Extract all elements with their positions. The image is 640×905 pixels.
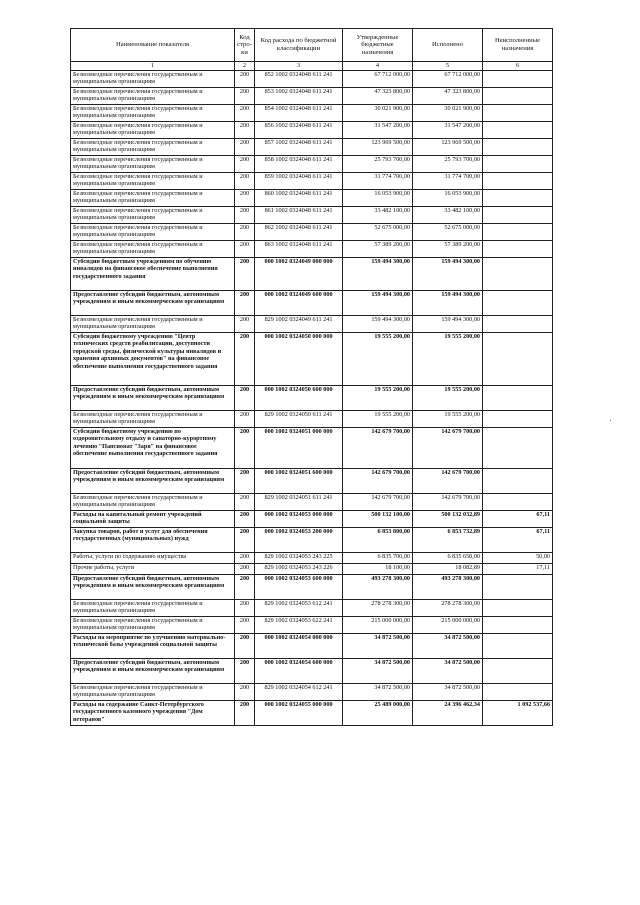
header-executed: Исполнено: [413, 29, 483, 62]
row-approved: 215 000 000,00: [343, 617, 413, 634]
table-row: [71, 122, 553, 139]
row-name: Безвозмездные перечисления государственным и муниципальным организациям: [71, 71, 235, 88]
row-approved: 25 489 000,00: [343, 701, 413, 726]
row-expense-code: 829 1002 0324053 243 226: [255, 564, 343, 575]
row-executed: 19 555 200,00: [413, 333, 483, 386]
row-approved: 34 872 500,00: [343, 634, 413, 659]
row-name: Субсидии бюджетному учреждению по оздоровительному отдыху и санаторно-курортному лечению "Пансионат "Заря" на финансовое обеспечение выполнения государственного задания: [71, 428, 235, 469]
row-name: Расходы на содержание Санкт-Петербургского государственного казенного учреждения "Дом ветеранов": [71, 701, 235, 726]
budget-report-sheet: [70, 28, 553, 726]
row-name: Предоставление субсидий бюджетным, автономным учреждениям и иным некоммерческим организациям: [71, 469, 235, 494]
row-line-code: 200: [235, 600, 255, 617]
row-line-code: 200: [235, 241, 255, 258]
table-body: [71, 71, 553, 726]
row-approved: 500 132 100,00: [343, 511, 413, 528]
row-executed: 34 872 500,00: [413, 634, 483, 659]
row-unexecuted: [483, 316, 553, 333]
row-line-code: 200: [235, 190, 255, 207]
row-executed: 34 872 500,00: [413, 659, 483, 684]
row-executed: 19 555 200,00: [413, 411, 483, 428]
row-line-code: 200: [235, 139, 255, 156]
row-expense-code: 000 1002 0324053 000 000: [255, 511, 343, 528]
row-executed: 31 774 700,00: [413, 173, 483, 190]
row-name: Работы, услуги по содержанию имущества: [71, 553, 235, 564]
row-line-code: 200: [235, 659, 255, 684]
row-expense-code: 000 1002 0324054 000 000: [255, 634, 343, 659]
row-unexecuted: [483, 575, 553, 600]
column-number: 4: [343, 62, 413, 71]
row-name: Безвозмездные перечисления государственным и муниципальным организациям: [71, 207, 235, 224]
row-unexecuted: 1 092 537,66: [483, 701, 553, 726]
row-line-code: 200: [235, 411, 255, 428]
row-approved: 52 675 000,00: [343, 224, 413, 241]
row-name: Безвозмездные перечисления государственным и муниципальным организациям: [71, 139, 235, 156]
row-executed: 123 969 500,00: [413, 139, 483, 156]
row-line-code: 200: [235, 258, 255, 291]
row-name: Расходы на мероприятие по улучшению материально-технической базы учреждений социальной защиты: [71, 634, 235, 659]
row-name: Безвозмездные перечисления государственным и муниципальным организациям: [71, 241, 235, 258]
row-approved: 31 774 700,00: [343, 173, 413, 190]
row-name: Безвозмездные перечисления государственным и муниципальным организациям: [71, 494, 235, 511]
row-expense-code: 858 1002 0324048 611 241: [255, 156, 343, 173]
row-unexecuted: [483, 659, 553, 684]
table-row: [71, 173, 553, 190]
column-number: 6: [483, 62, 553, 71]
row-approved: 18 100,00: [343, 564, 413, 575]
row-executed: 159 494 300,00: [413, 291, 483, 316]
table-row: [71, 88, 553, 105]
row-expense-code: 860 1002 0324048 611 241: [255, 190, 343, 207]
row-expense-code: 829 1002 0324054 612 241: [255, 684, 343, 701]
row-name: Безвозмездные перечисления государственным и муниципальным организациям: [71, 156, 235, 173]
row-expense-code: 853 1002 0324048 611 241: [255, 88, 343, 105]
row-name: Безвозмездные перечисления государственным и муниципальным организациям: [71, 190, 235, 207]
row-unexecuted: [483, 291, 553, 316]
row-approved: 30 021 900,00: [343, 105, 413, 122]
row-line-code: 200: [235, 291, 255, 316]
row-name: Безвозмездные перечисления государственным и муниципальным организациям: [71, 88, 235, 105]
row-executed: 18 082,89: [413, 564, 483, 575]
table-row: [71, 575, 553, 600]
row-approved: 57 389 200,00: [343, 241, 413, 258]
header-approved: Утвержденные бюджетные назначения: [343, 29, 413, 62]
row-approved: 19 555 200,00: [343, 386, 413, 411]
table-row: [71, 291, 553, 316]
row-expense-code: 854 1002 0324048 611 241: [255, 105, 343, 122]
row-name: Предоставление субсидий бюджетным, автономным учреждениям и иным некоммерческим организациям: [71, 659, 235, 684]
header-name: Наименование показателя: [71, 29, 235, 62]
row-unexecuted: [483, 207, 553, 224]
table-row: [71, 553, 553, 564]
table-header-row: [71, 29, 553, 62]
row-expense-code: 829 1002 0324050 611 241: [255, 411, 343, 428]
table-row: [71, 258, 553, 291]
table-row: [71, 684, 553, 701]
row-expense-code: 861 1002 0324048 611 241: [255, 207, 343, 224]
header-line-code: Код стро-ки: [235, 29, 255, 62]
row-name: Безвозмездные перечисления государственным и муниципальным организациям: [71, 600, 235, 617]
row-executed: 6 835 650,00: [413, 553, 483, 564]
row-line-code: 200: [235, 511, 255, 528]
row-expense-code: 000 1002 0324051 000 000: [255, 428, 343, 469]
row-line-code: 200: [235, 333, 255, 386]
row-approved: 159 494 300,00: [343, 316, 413, 333]
table-row: [71, 617, 553, 634]
row-line-code: 200: [235, 122, 255, 139]
row-line-code: 200: [235, 494, 255, 511]
row-name: Субсидии бюджетному учреждению "Центр технических средств реабилитации, доступности городской среды, физической культуры инвалидов и хранения архивных документов" на финансовое обеспечение выполнения государственного задания: [71, 333, 235, 386]
row-line-code: 200: [235, 386, 255, 411]
row-approved: 31 547 200,00: [343, 122, 413, 139]
row-executed: 159 494 300,00: [413, 316, 483, 333]
row-executed: 34 872 500,00: [413, 684, 483, 701]
row-approved: 278 278 300,00: [343, 600, 413, 617]
row-expense-code: 856 1002 0324048 611 241: [255, 122, 343, 139]
row-line-code: 200: [235, 71, 255, 88]
row-line-code: 200: [235, 173, 255, 190]
table-row: [71, 316, 553, 333]
column-number: 2: [235, 62, 255, 71]
row-unexecuted: [483, 634, 553, 659]
row-name: Безвозмездные перечисления государственным и муниципальным организациям: [71, 411, 235, 428]
row-unexecuted: 50,00: [483, 553, 553, 564]
row-line-code: 200: [235, 207, 255, 224]
row-unexecuted: [483, 617, 553, 634]
table-row: [71, 528, 553, 553]
row-approved: 6 853 800,00: [343, 528, 413, 553]
row-unexecuted: [483, 122, 553, 139]
row-approved: 19 555 200,00: [343, 411, 413, 428]
table-row: [71, 386, 553, 411]
row-expense-code: 829 1002 0324049 611 241: [255, 316, 343, 333]
row-line-code: 200: [235, 575, 255, 600]
row-line-code: 200: [235, 105, 255, 122]
row-unexecuted: [483, 494, 553, 511]
row-approved: 142 679 700,00: [343, 469, 413, 494]
row-line-code: 200: [235, 88, 255, 105]
row-executed: 278 278 300,00: [413, 600, 483, 617]
row-approved: 6 835 700,00: [343, 553, 413, 564]
row-executed: 67 712 000,00: [413, 71, 483, 88]
table-row: [71, 105, 553, 122]
column-number: 3: [255, 62, 343, 71]
row-unexecuted: [483, 411, 553, 428]
row-executed: 142 679 700,00: [413, 494, 483, 511]
table-row: [71, 659, 553, 684]
row-line-code: 200: [235, 684, 255, 701]
row-expense-code: 000 1002 0324051 600 000: [255, 469, 343, 494]
row-expense-code: 829 1002 0324053 243 225: [255, 553, 343, 564]
row-name: Безвозмездные перечисления государственным и муниципальным организациям: [71, 684, 235, 701]
row-name: Предоставление субсидий бюджетным, автономным учреждениям и иным некоммерческим организациям: [71, 386, 235, 411]
row-unexecuted: [483, 600, 553, 617]
row-approved: 159 494 300,00: [343, 291, 413, 316]
row-expense-code: 863 1002 0324048 611 241: [255, 241, 343, 258]
row-line-code: 200: [235, 617, 255, 634]
column-number: 1: [71, 62, 235, 71]
row-expense-code: 852 1002 0324048 611 241: [255, 71, 343, 88]
row-name: Безвозмездные перечисления государственным и муниципальным организациям: [71, 316, 235, 333]
row-name: Расходы на капитальный ремонт учреждений социальной защиты: [71, 511, 235, 528]
row-expense-code: 859 1002 0324048 611 241: [255, 173, 343, 190]
row-executed: 47 323 800,00: [413, 88, 483, 105]
row-expense-code: 862 1002 0324048 611 241: [255, 224, 343, 241]
row-unexecuted: [483, 71, 553, 88]
row-unexecuted: 17,11: [483, 564, 553, 575]
row-expense-code: 000 1002 0324049 600 000: [255, 291, 343, 316]
row-expense-code: 000 1002 0324055 000 000: [255, 701, 343, 726]
row-expense-code: 000 1002 0324053 600 000: [255, 575, 343, 600]
row-unexecuted: [483, 386, 553, 411]
row-unexecuted: [483, 428, 553, 469]
table-row: [71, 511, 553, 528]
table-row: [71, 333, 553, 386]
row-approved: 34 872 500,00: [343, 659, 413, 684]
table-row: [71, 190, 553, 207]
row-executed: 25 793 700,00: [413, 156, 483, 173]
header-unexecuted: Неисполненные назначения: [483, 29, 553, 62]
row-line-code: 200: [235, 224, 255, 241]
row-executed: 215 000 000,00: [413, 617, 483, 634]
row-approved: 142 679 700,00: [343, 428, 413, 469]
table-row: [71, 139, 553, 156]
row-line-code: 200: [235, 634, 255, 659]
row-executed: 159 494 300,00: [413, 258, 483, 291]
row-executed: 493 278 300,00: [413, 575, 483, 600]
row-unexecuted: [483, 224, 553, 241]
row-name: Безвозмездные перечисления государственным и муниципальным организациям: [71, 617, 235, 634]
row-unexecuted: [483, 156, 553, 173]
row-unexecuted: [483, 173, 553, 190]
row-executed: 24 396 462,34: [413, 701, 483, 726]
row-line-code: 200: [235, 316, 255, 333]
row-executed: 57 389 200,00: [413, 241, 483, 258]
row-unexecuted: [483, 139, 553, 156]
table-row: [71, 207, 553, 224]
scan-speck: [610, 420, 611, 421]
column-number-row: [71, 62, 553, 71]
row-name: Закупка товаров, работ и услуг для обеспечения государственных (муниципальных) нужд: [71, 528, 235, 553]
row-approved: 47 323 800,00: [343, 88, 413, 105]
row-expense-code: 857 1002 0324048 611 241: [255, 139, 343, 156]
row-line-code: 200: [235, 428, 255, 469]
row-approved: 142 679 700,00: [343, 494, 413, 511]
row-executed: 142 679 700,00: [413, 469, 483, 494]
row-approved: 16 053 900,00: [343, 190, 413, 207]
table-row: [71, 469, 553, 494]
table-row: [71, 428, 553, 469]
row-executed: 19 555 200,00: [413, 386, 483, 411]
row-executed: 500 132 032,89: [413, 511, 483, 528]
row-line-code: 200: [235, 528, 255, 553]
row-expense-code: 000 1002 0324050 000 000: [255, 333, 343, 386]
table-row: [71, 411, 553, 428]
row-name: Безвозмездные перечисления государственным и муниципальным организациям: [71, 224, 235, 241]
table-row: [71, 600, 553, 617]
row-line-code: 200: [235, 553, 255, 564]
row-line-code: 200: [235, 156, 255, 173]
row-line-code: 200: [235, 564, 255, 575]
row-name: Предоставление субсидий бюджетным, автономным учреждениям и иным некоммерческим организациям: [71, 291, 235, 316]
row-executed: 6 853 732,89: [413, 528, 483, 553]
row-name: Безвозмездные перечисления государственным и муниципальным организациям: [71, 105, 235, 122]
row-name: Субсидии бюджетным учреждениям по обучению инвалидов на финансовое обеспечение выполнения государственного задания: [71, 258, 235, 291]
row-approved: 33 482 100,00: [343, 207, 413, 224]
row-executed: 33 482 100,00: [413, 207, 483, 224]
row-approved: 25 793 700,00: [343, 156, 413, 173]
row-unexecuted: 67,11: [483, 511, 553, 528]
row-expense-code: 829 1002 0324053 622 241: [255, 617, 343, 634]
row-name: Предоставление субсидий бюджетным, автономным учреждениям и иным некоммерческим организациям: [71, 575, 235, 600]
row-expense-code: 000 1002 0324053 200 000: [255, 528, 343, 553]
header-expense-code: Код расхода по бюджетной классификации: [255, 29, 343, 62]
row-name: Безвозмездные перечисления государственным и муниципальным организациям: [71, 122, 235, 139]
row-name: Безвозмездные перечисления государственным и муниципальным организациям: [71, 173, 235, 190]
row-executed: 52 675 000,00: [413, 224, 483, 241]
row-approved: 159 494 300,00: [343, 258, 413, 291]
table-row: [71, 71, 553, 88]
table-row: [71, 156, 553, 173]
table-row: [71, 241, 553, 258]
table-row: [71, 634, 553, 659]
row-expense-code: 829 1002 0324053 612 241: [255, 600, 343, 617]
row-unexecuted: [483, 105, 553, 122]
row-expense-code: 829 1002 0324051 611 241: [255, 494, 343, 511]
row-unexecuted: [483, 88, 553, 105]
table-row: [71, 224, 553, 241]
row-line-code: 200: [235, 701, 255, 726]
row-expense-code: 000 1002 0324050 600 000: [255, 386, 343, 411]
row-executed: 31 547 200,00: [413, 122, 483, 139]
row-unexecuted: 67,11: [483, 528, 553, 553]
table-row: [71, 564, 553, 575]
row-expense-code: 000 1002 0324049 000 000: [255, 258, 343, 291]
column-number: 5: [413, 62, 483, 71]
row-executed: 142 679 700,00: [413, 428, 483, 469]
row-unexecuted: [483, 241, 553, 258]
row-unexecuted: [483, 469, 553, 494]
row-approved: 123 969 500,00: [343, 139, 413, 156]
row-approved: 19 555 200,00: [343, 333, 413, 386]
table-row: [71, 701, 553, 726]
row-expense-code: 000 1002 0324054 600 000: [255, 659, 343, 684]
row-approved: 493 278 300,00: [343, 575, 413, 600]
row-approved: 67 712 000,00: [343, 71, 413, 88]
row-executed: 30 021 900,00: [413, 105, 483, 122]
row-executed: 16 053 900,00: [413, 190, 483, 207]
row-approved: 34 872 500,00: [343, 684, 413, 701]
budget-table: [70, 28, 553, 726]
row-unexecuted: [483, 258, 553, 291]
row-unexecuted: [483, 684, 553, 701]
row-name: Прочие работы, услуги: [71, 564, 235, 575]
row-unexecuted: [483, 190, 553, 207]
row-unexecuted: [483, 333, 553, 386]
table-row: [71, 494, 553, 511]
row-line-code: 200: [235, 469, 255, 494]
